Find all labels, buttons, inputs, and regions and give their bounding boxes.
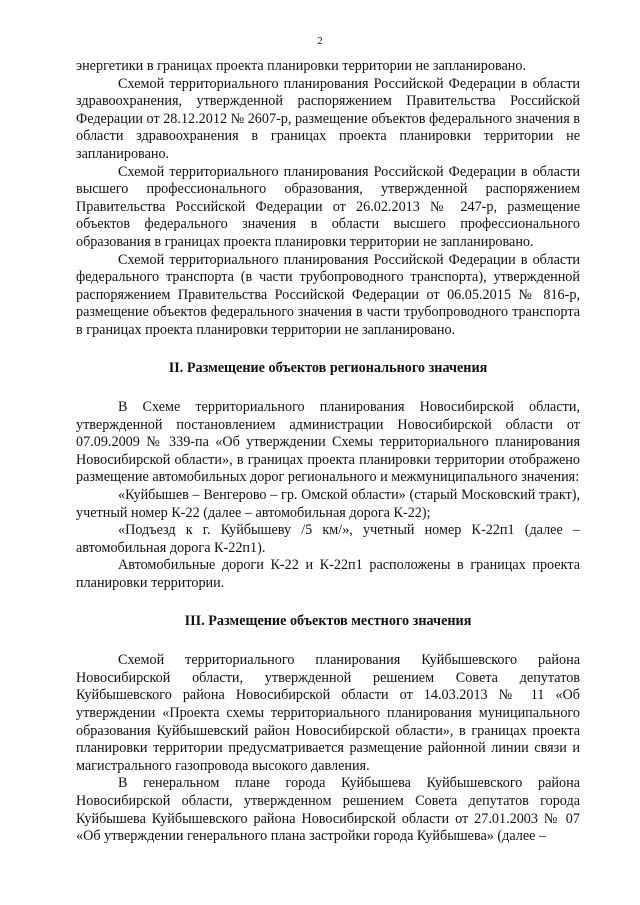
paragraph-roads-location: Автомобильные дороги К-22 и К-22п1 расположены в границах проекта планировки территории. [76,557,580,592]
paragraph-higher-education: Схемой территориального планирования Российской Федерации в области высшего профессионального образования, утвержденной распоряжением Правительства Российской Федерации от 26.02.2013 № 247-р, размещение объектов федерального значения в области высшего профессионального образования в границах проекта планировки территории не запланировано. [76,163,580,250]
section-heading-local: III. Размещение объектов местного значения [184,612,472,629]
paragraph-district-scheme: Схемой территориального планирования Куйбышевского района Новосибирской области, утвержденной решением Совета депутатов Куйбышевского района Новосибирской области от 14.03.2013 № 11 «Об утверждении «Проекта схемы территориального планирования муниципального образования Куйбышевский район Новосибирской области», в границах проекта планировки территории предусматривается размещение районной линии связи и магистрального газопровода высокого давления. [76,652,580,774]
paragraph-regional-scheme: В Схеме территориального планирования Новосибирской области, утвержденной постановлением администрации Новосибирской области от 07.09.2009 № 339-па «Об утверждении Схемы территориального планирования Новосибирской области», в границах проекта планировки территории отображено размещение автомобильных дорог регионального и межмуниципального значения: [76,399,580,486]
document-body [76,58,580,846]
paragraph-energy-continuation: энергетики в границах проекта планировки территории не запланировано. [76,58,526,74]
page-number: 2 [317,35,323,47]
paragraph-pipeline-transport: Схемой территориального планирования Российской Федерации в области федерального транспорта (в части трубопроводного транспорта), утвержденной распоряжением Правительства Российской Федерации от 06.05.2015 № 816-р, размещение объектов федерального значения в части трубопроводного транспорта в границах проекта планировки территории не запланировано. [76,251,580,338]
paragraph-road-k22p1: «Подъезд к г. Куйбышеву /5 км/», учетный номер К-22п1 (далее – автомобильная дорога К-22п1). [76,522,580,556]
paragraph-healthcare: Схемой территориального планирования Российской Федерации в области здравоохранения, утвержденной распоряжением Правительства Российской Федерации от 28.12.2012 № 2607-р, размещение объектов федерального значения в области здравоохранения в границах проекта планировки территории не запланировано. [76,75,580,162]
paragraph-general-plan: В генеральном плане города Куйбышева Куйбышевского района Новосибирской области, утвержденном решением Совета депутатов города Куйбышева Куйбышевского района Новосибирской области от 27.01.2003 № 07 «Об утверждении генерального плана застройки города Куйбышева» (далее – [76,775,580,845]
paragraph-road-k22: «Куйбышев – Венгерово – гр. Омской области» (старый Московский тракт), учетный номер К-22 (далее – автомобильная дорога К-22); [76,487,580,521]
section-heading-regional: II. Размещение объектов регионального значения [168,359,488,376]
